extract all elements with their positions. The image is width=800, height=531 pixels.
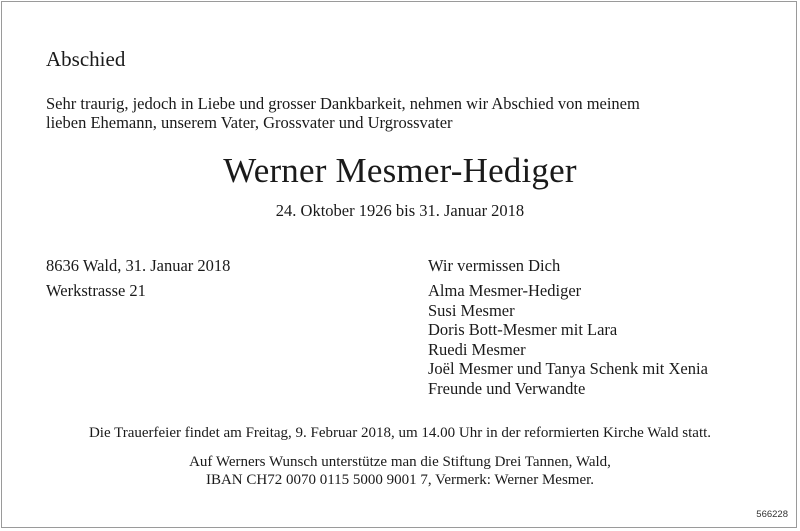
deceased-name: Werner Mesmer-Hediger	[223, 151, 577, 190]
reference-number: 566228	[756, 509, 788, 520]
mourner-name: Susi Mesmer	[428, 300, 515, 320]
mourner-name: Joël Mesmer und Tanya Schenk mit Xenia	[428, 359, 708, 379]
place-date: 8636 Wald, 31. Januar 2018	[46, 256, 231, 275]
intro-text	[46, 94, 766, 132]
donation-info	[0, 453, 800, 489]
street-address: Werkstrasse 21	[46, 281, 146, 300]
donation-line-1: Auf Werners Wunsch unterstütze man die Stiftung Drei Tannen, Wald,	[189, 454, 611, 470]
mourners-block	[428, 256, 708, 399]
mourner-name: Freunde und Verwandte	[428, 378, 586, 398]
donation-line-2: IBAN CH72 0070 0115 5000 9001 7, Vermerk: Werner Mesmer.	[205, 472, 595, 488]
mourners-intro: Wir vermissen Dich	[428, 256, 561, 275]
life-dates: 24. Oktober 1926 bis 31. Januar 2018	[275, 201, 525, 220]
mourner-name: Ruedi Mesmer	[428, 339, 526, 359]
service-announcement: Die Trauerfeier findet am Freitag, 9. Februar 2018, um 14.00 Uhr in der reformierten Kirche Wald statt.	[88, 425, 712, 441]
mourner-name: Alma Mesmer-Hediger	[428, 281, 582, 300]
intro-line-1: Sehr traurig, jedoch in Liebe und grosser Dankbarkeit, nehmen wir Abschied von meinem	[46, 94, 640, 113]
mourner-name: Doris Bott-Mesmer mit Lara	[428, 320, 618, 340]
sender-info	[46, 256, 230, 306]
intro-line-2: lieben Ehemann, unserem Vater, Grossvater und Urgrossvater	[46, 113, 453, 132]
notice-heading: Abschied	[46, 47, 126, 71]
